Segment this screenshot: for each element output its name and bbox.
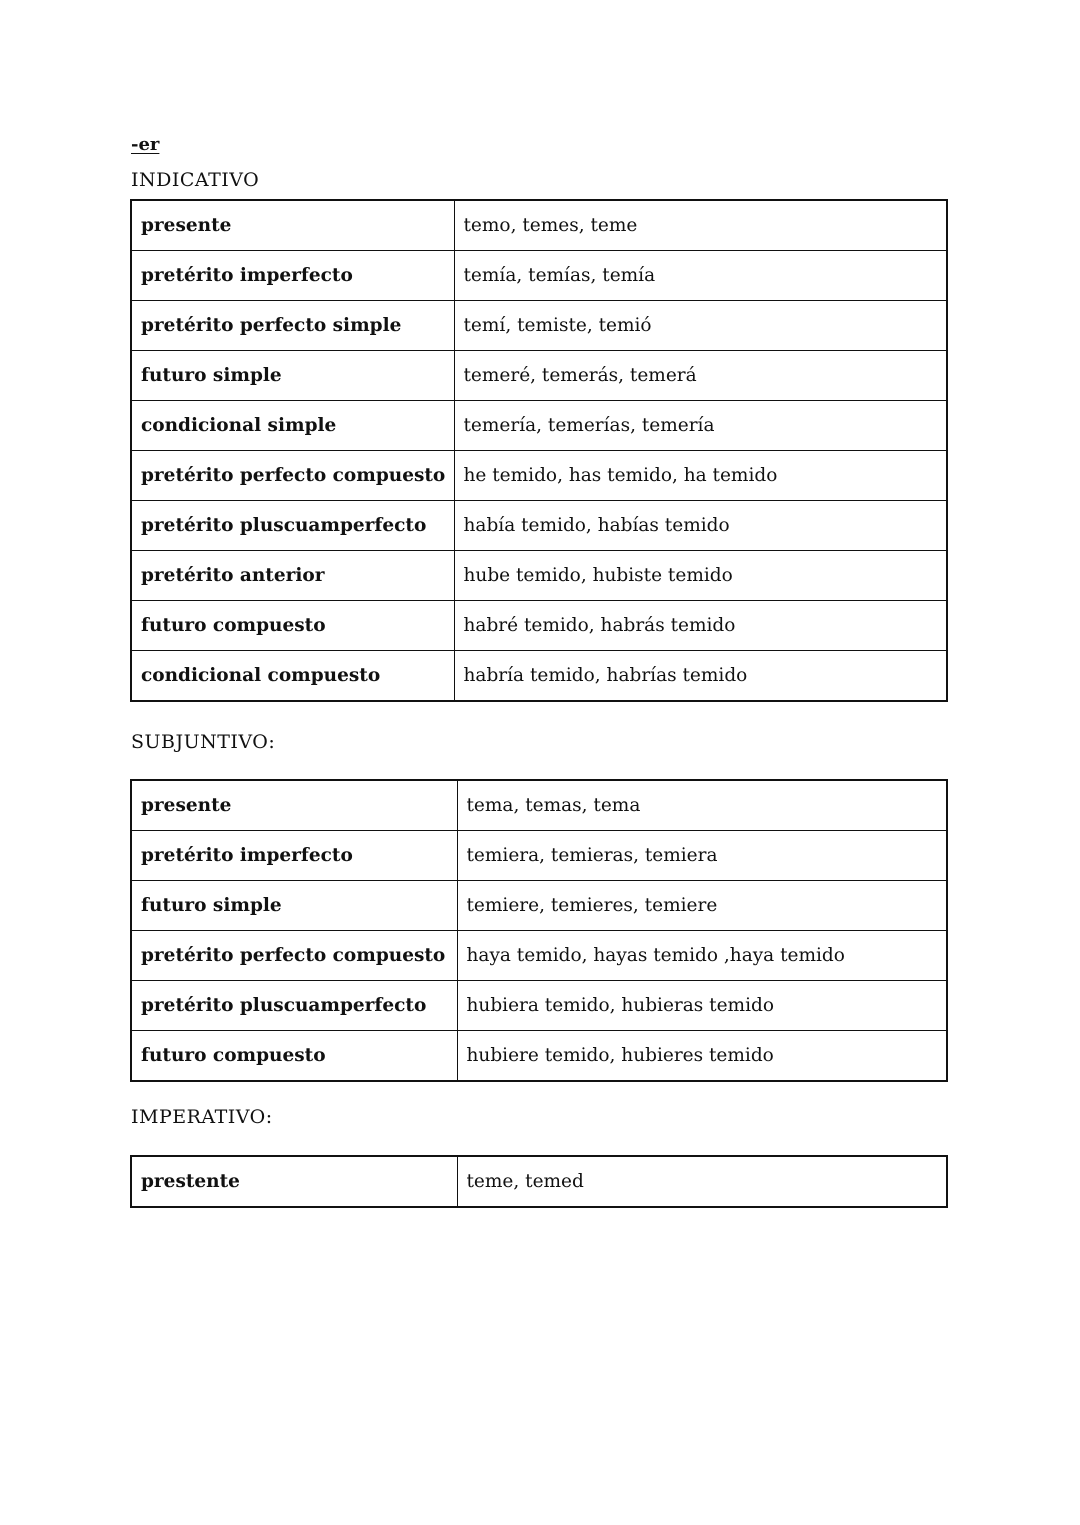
tense-cell: pretérito perfecto compuesto <box>131 451 454 501</box>
forms-cell: hubiera temido, hubieras temido <box>457 981 947 1031</box>
table-row <box>131 881 947 931</box>
conjugation-heading: -er <box>131 134 160 155</box>
forms-cell: habré temido, habrás temido <box>454 601 947 651</box>
subjuntivo-table <box>130 779 948 1082</box>
tense-cell: pretérito imperfecto <box>131 831 457 881</box>
table-row <box>131 200 947 251</box>
table-row <box>131 351 947 401</box>
forms-cell: temí, temiste, temió <box>454 301 947 351</box>
forms-cell: habría temido, habrías temido <box>454 651 947 702</box>
table-row <box>131 401 947 451</box>
section-label-indicativo: INDICATIVO <box>131 169 260 191</box>
tense-cell: pretérito pluscuamperfecto <box>131 501 454 551</box>
forms-cell: tema, temas, tema <box>457 780 947 831</box>
forms-cell: temería, temerías, temería <box>454 401 947 451</box>
table-row <box>131 501 947 551</box>
tense-cell: condicional compuesto <box>131 651 454 702</box>
tense-cell: futuro simple <box>131 881 457 931</box>
forms-cell: hubiere temido, hubieres temido <box>457 1031 947 1082</box>
table-row <box>131 780 947 831</box>
table-row <box>131 651 947 702</box>
forms-cell: haya temido, hayas temido ,haya temido <box>457 931 947 981</box>
table-row <box>131 931 947 981</box>
tense-cell: pretérito imperfecto <box>131 251 454 301</box>
forms-cell: había temido, habías temido <box>454 501 947 551</box>
section-label-imperativo: IMPERATIVO: <box>131 1106 273 1128</box>
tense-cell: presente <box>131 200 454 251</box>
table-row <box>131 1156 947 1207</box>
tense-cell: pretérito pluscuamperfecto <box>131 981 457 1031</box>
forms-cell: he temido, has temido, ha temido <box>454 451 947 501</box>
tense-cell: futuro simple <box>131 351 454 401</box>
forms-cell: hube temido, hubiste temido <box>454 551 947 601</box>
tense-cell: condicional simple <box>131 401 454 451</box>
section-label-subjuntivo: SUBJUNTIVO: <box>131 731 276 753</box>
table-row <box>131 251 947 301</box>
forms-cell: temía, temías, temía <box>454 251 947 301</box>
table-row <box>131 601 947 651</box>
imperativo-table <box>130 1155 948 1208</box>
tense-cell: futuro compuesto <box>131 1031 457 1082</box>
table-row <box>131 831 947 881</box>
forms-cell: teme, temed <box>457 1156 947 1207</box>
table-row <box>131 1031 947 1082</box>
tense-cell: pretérito perfecto compuesto <box>131 931 457 981</box>
forms-cell: temeré, temerás, temerá <box>454 351 947 401</box>
tense-cell: pretérito anterior <box>131 551 454 601</box>
table-row <box>131 301 947 351</box>
table-row <box>131 551 947 601</box>
forms-cell: temiere, temieres, temiere <box>457 881 947 931</box>
tense-cell: futuro compuesto <box>131 601 454 651</box>
table-row <box>131 451 947 501</box>
table-row <box>131 981 947 1031</box>
tense-cell: pretérito perfecto simple <box>131 301 454 351</box>
tense-cell: presente <box>131 780 457 831</box>
forms-cell: temiera, temieras, temiera <box>457 831 947 881</box>
tense-cell: prestente <box>131 1156 457 1207</box>
forms-cell: temo, temes, teme <box>454 200 947 251</box>
indicativo-table <box>130 199 948 702</box>
